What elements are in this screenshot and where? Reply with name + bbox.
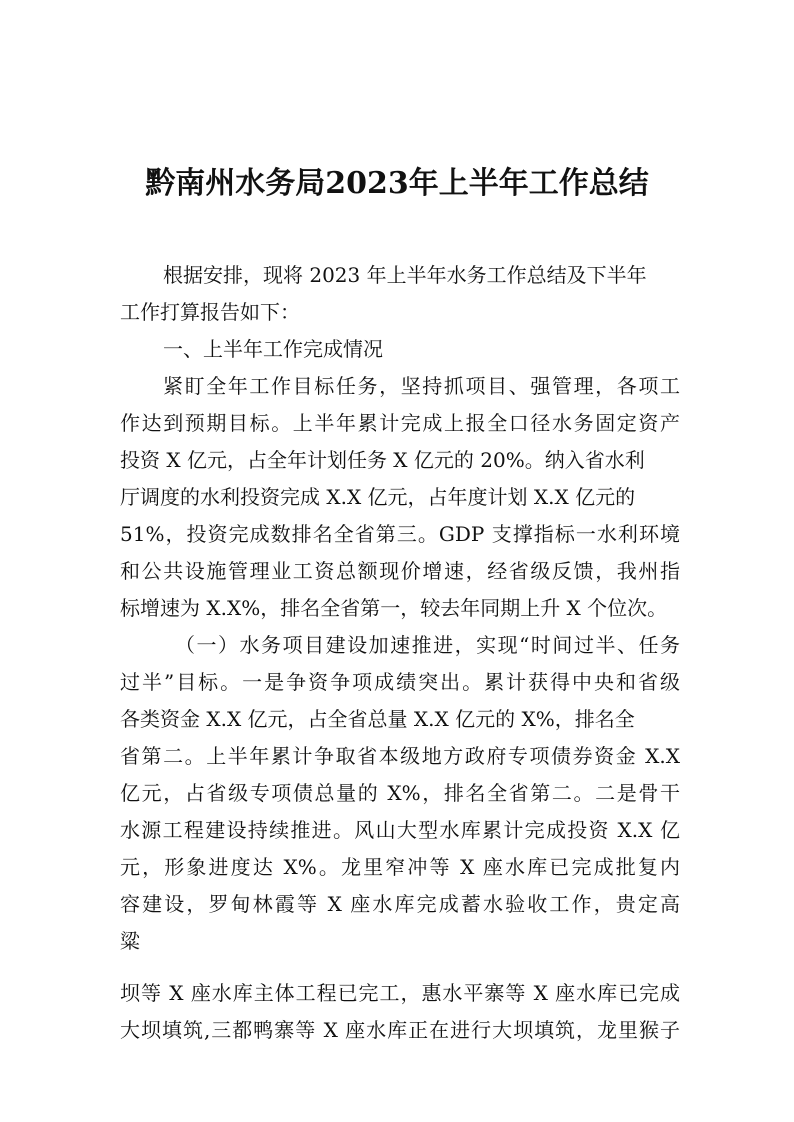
text-line: （一）水务项目建设加速推进，实现“时间过半、任务	[175, 633, 680, 657]
text-line: 作达到预期目标。上半年累计完成上报全口径水务固定资产	[120, 411, 680, 435]
text-line: 紧盯全年工作目标任务，坚持抓项目、强管理，各项工	[163, 374, 680, 398]
text-line: 工作打算报告如下：	[120, 300, 300, 324]
text-line: 大坝填筑,三都鸭寨等 X 座水库正在进行大坝填筑，龙里猴子	[120, 1018, 680, 1042]
text-line: 根据安排，现将 2023 年上半年水务工作总结及下半年	[163, 263, 647, 287]
text-line: 投资 X 亿元，占全年计划任务 X 亿元的 20%。纳入省水利	[120, 448, 645, 472]
text-line: 坝等 X 座水库主体工程已完工，惠水平寨等 X 座水库已完成	[120, 981, 680, 1005]
document-title: 黔南州水务局2023年上半年工作总结	[145, 166, 649, 201]
text-line: 51%，投资完成数排名全省第三。GDP 支撑指标一水利环境	[120, 522, 680, 546]
text-line: 标增速为 X.X%，排名全省第一，较去年同期上升 X 个位次。	[120, 596, 668, 620]
text-line: 和公共设施管理业工资总额现价增速，经省级反馈，我州指	[120, 559, 680, 583]
text-line: 元，形象进度达 X%。龙里窄冲等 X 座水库已完成批复内	[120, 855, 680, 879]
text-line: 亿元，占省级专项债总量的 X%，排名全省第二。二是骨干	[120, 781, 680, 805]
text-line: 各类资金 X.X 亿元，占全省总量 X.X 亿元的 X%，排名全	[120, 707, 635, 731]
text-line: 容建设，罗甸林霞等 X 座水库完成蓄水验收工作，贵定高	[120, 892, 680, 916]
text-line: 厅调度的水利投资完成 X.X 亿元，占年度计划 X.X 亿元的	[120, 485, 636, 509]
text-line: 水源工程建设持续推进。风山大型水库累计完成投资 X.X 亿	[120, 818, 680, 842]
text-line: 粱	[120, 929, 140, 953]
text-line: 省第二。上半年累计争取省本级地方政府专项债券资金 X.X	[120, 744, 680, 768]
section-heading: 一、上半年工作完成情况	[163, 337, 383, 361]
text-line: 过半”目标。一是争资争项成绩突出。累计获得中央和省级	[120, 670, 680, 694]
